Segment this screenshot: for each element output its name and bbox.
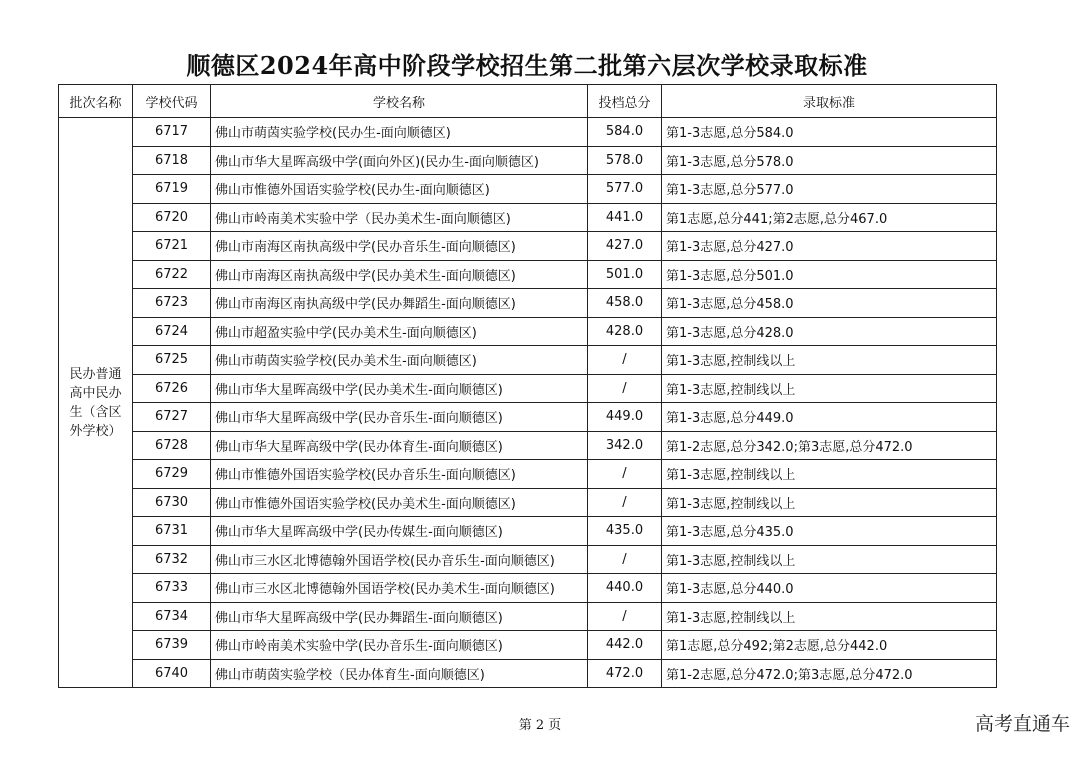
school-code-cell: 6739 (133, 631, 211, 660)
admission-standard-cell: 第1-3志愿,总分427.0 (662, 232, 997, 261)
admission-table (58, 84, 997, 688)
school-name-cell: 佛山市华大星晖高级中学(民办传媒生-面向顺德区) (211, 517, 588, 546)
header-school-code: 学校代码 (133, 85, 211, 118)
table-row (59, 289, 997, 318)
school-name-cell: 佛山市萌茵实验学校(民办生-面向顺德区) (211, 118, 588, 147)
school-name-cell: 佛山市萌茵实验学校(民办美术生-面向顺德区) (211, 346, 588, 375)
admission-standard-cell: 第1-3志愿,总分435.0 (662, 517, 997, 546)
school-code-cell: 6725 (133, 346, 211, 375)
total-score-cell: / (588, 374, 662, 403)
table-row (59, 374, 997, 403)
total-score-cell: 435.0 (588, 517, 662, 546)
school-name-cell: 佛山市华大星晖高级中学(面向外区)(民办生-面向顺德区) (211, 146, 588, 175)
school-code-cell: 6730 (133, 488, 211, 517)
total-score-cell: 441.0 (588, 203, 662, 232)
table-row (59, 460, 997, 489)
table-row (59, 545, 997, 574)
school-code-cell: 6731 (133, 517, 211, 546)
total-score-cell: 342.0 (588, 431, 662, 460)
school-code-cell: 6729 (133, 460, 211, 489)
total-score-cell: 428.0 (588, 317, 662, 346)
total-score-cell: 449.0 (588, 403, 662, 432)
school-name-cell: 佛山市惟德外国语实验学校(民办美术生-面向顺德区) (211, 488, 588, 517)
admission-standard-cell: 第1志愿,总分441;第2志愿,总分467.0 (662, 203, 997, 232)
admission-standard-cell: 第1-3志愿,总分440.0 (662, 574, 997, 603)
total-score-cell: / (588, 602, 662, 631)
school-name-cell: 佛山市华大星晖高级中学(民办音乐生-面向顺德区) (211, 403, 588, 432)
school-name-cell: 佛山市三水区北博德翰外国语学校(民办音乐生-面向顺德区) (211, 545, 588, 574)
header-admission-standard: 录取标准 (662, 85, 997, 118)
admission-standard-cell: 第1-3志愿,总分458.0 (662, 289, 997, 318)
school-code-cell: 6720 (133, 203, 211, 232)
school-name-cell: 佛山市南海区南执高级中学(民办音乐生-面向顺德区) (211, 232, 588, 261)
admission-standard-cell: 第1-3志愿,总分578.0 (662, 146, 997, 175)
watermark-text: 高考直通车 (974, 713, 1070, 735)
total-score-cell: / (588, 346, 662, 375)
school-name-cell: 佛山市华大星晖高级中学(民办体育生-面向顺德区) (211, 431, 588, 460)
total-score-cell: / (588, 488, 662, 517)
school-code-cell: 6719 (133, 175, 211, 204)
batch-name-cell: 民办普通高中民办生（含区外学校） (59, 118, 133, 688)
school-name-cell: 佛山市三水区北博德翰外国语学校(民办美术生-面向顺德区) (211, 574, 588, 603)
admission-standard-cell: 第1-3志愿,总分449.0 (662, 403, 997, 432)
header-batch-name: 批次名称 (59, 85, 133, 118)
table-row (59, 317, 997, 346)
school-name-cell: 佛山市超盈实验中学(民办美术生-面向顺德区) (211, 317, 588, 346)
total-score-cell: 584.0 (588, 118, 662, 147)
admission-standard-cell: 第1-3志愿,控制线以上 (662, 545, 997, 574)
table-row (59, 517, 997, 546)
table-row (59, 232, 997, 261)
school-code-cell: 6740 (133, 659, 211, 688)
total-score-cell: 440.0 (588, 574, 662, 603)
school-code-cell: 6728 (133, 431, 211, 460)
school-code-cell: 6733 (133, 574, 211, 603)
admission-standard-cell: 第1志愿,总分492;第2志愿,总分442.0 (662, 631, 997, 660)
table-row (59, 346, 997, 375)
total-score-cell: 501.0 (588, 260, 662, 289)
total-score-cell: 458.0 (588, 289, 662, 318)
header-school-name: 学校名称 (211, 85, 588, 118)
total-score-cell: 427.0 (588, 232, 662, 261)
school-name-cell: 佛山市南海区南执高级中学(民办美术生-面向顺德区) (211, 260, 588, 289)
table-row (59, 602, 997, 631)
school-code-cell: 6732 (133, 545, 211, 574)
admission-standard-cell: 第1-3志愿,总分584.0 (662, 118, 997, 147)
admission-standard-cell: 第1-2志愿,总分342.0;第3志愿,总分472.0 (662, 431, 997, 460)
admission-standard-cell: 第1-3志愿,控制线以上 (662, 346, 997, 375)
table-row (59, 118, 997, 147)
header-total-score: 投档总分 (588, 85, 662, 118)
table-row (59, 488, 997, 517)
admission-standard-cell: 第1-3志愿,总分501.0 (662, 260, 997, 289)
table-row (59, 431, 997, 460)
table-row (59, 203, 997, 232)
table-row (59, 146, 997, 175)
school-name-cell: 佛山市华大星晖高级中学(民办舞蹈生-面向顺德区) (211, 602, 588, 631)
school-code-cell: 6718 (133, 146, 211, 175)
total-score-cell: 578.0 (588, 146, 662, 175)
admission-standard-cell: 第1-3志愿,总分428.0 (662, 317, 997, 346)
school-code-cell: 6734 (133, 602, 211, 631)
admission-standard-cell: 第1-3志愿,控制线以上 (662, 602, 997, 631)
total-score-cell: 577.0 (588, 175, 662, 204)
school-code-cell: 6726 (133, 374, 211, 403)
admission-standard-cell: 第1-3志愿,总分577.0 (662, 175, 997, 204)
page-title: 顺德区2024年高中阶段学校招生第二批第六层次学校录取标准 (186, 51, 868, 80)
school-code-cell: 6717 (133, 118, 211, 147)
total-score-cell: 442.0 (588, 631, 662, 660)
school-code-cell: 6724 (133, 317, 211, 346)
school-name-cell: 佛山市华大星晖高级中学(民办美术生-面向顺德区) (211, 374, 588, 403)
table-row (59, 175, 997, 204)
total-score-cell: / (588, 460, 662, 489)
school-name-cell: 佛山市岭南美术实验中学(民办音乐生-面向顺德区) (211, 631, 588, 660)
school-code-cell: 6722 (133, 260, 211, 289)
total-score-cell: / (588, 545, 662, 574)
table-header-row (59, 85, 997, 118)
school-name-cell: 佛山市岭南美术实验中学（民办美术生-面向顺德区) (211, 203, 588, 232)
table-row (59, 659, 997, 688)
page-number: 第 2 页 (518, 718, 562, 733)
table-row (59, 574, 997, 603)
school-name-cell: 佛山市南海区南执高级中学(民办舞蹈生-面向顺德区) (211, 289, 588, 318)
total-score-cell: 472.0 (588, 659, 662, 688)
table-row (59, 403, 997, 432)
school-name-cell: 佛山市惟德外国语实验学校(民办音乐生-面向顺德区) (211, 460, 588, 489)
table-body (59, 118, 997, 688)
school-code-cell: 6727 (133, 403, 211, 432)
school-code-cell: 6723 (133, 289, 211, 318)
admission-standard-cell: 第1-3志愿,控制线以上 (662, 460, 997, 489)
admission-standard-cell: 第1-3志愿,控制线以上 (662, 374, 997, 403)
school-name-cell: 佛山市惟德外国语实验学校(民办生-面向顺德区) (211, 175, 588, 204)
admission-standard-cell: 第1-2志愿,总分472.0;第3志愿,总分472.0 (662, 659, 997, 688)
school-code-cell: 6721 (133, 232, 211, 261)
admission-standard-cell: 第1-3志愿,控制线以上 (662, 488, 997, 517)
table-row (59, 631, 997, 660)
table-row (59, 260, 997, 289)
school-name-cell: 佛山市萌茵实验学校（民办体育生-面向顺德区) (211, 659, 588, 688)
